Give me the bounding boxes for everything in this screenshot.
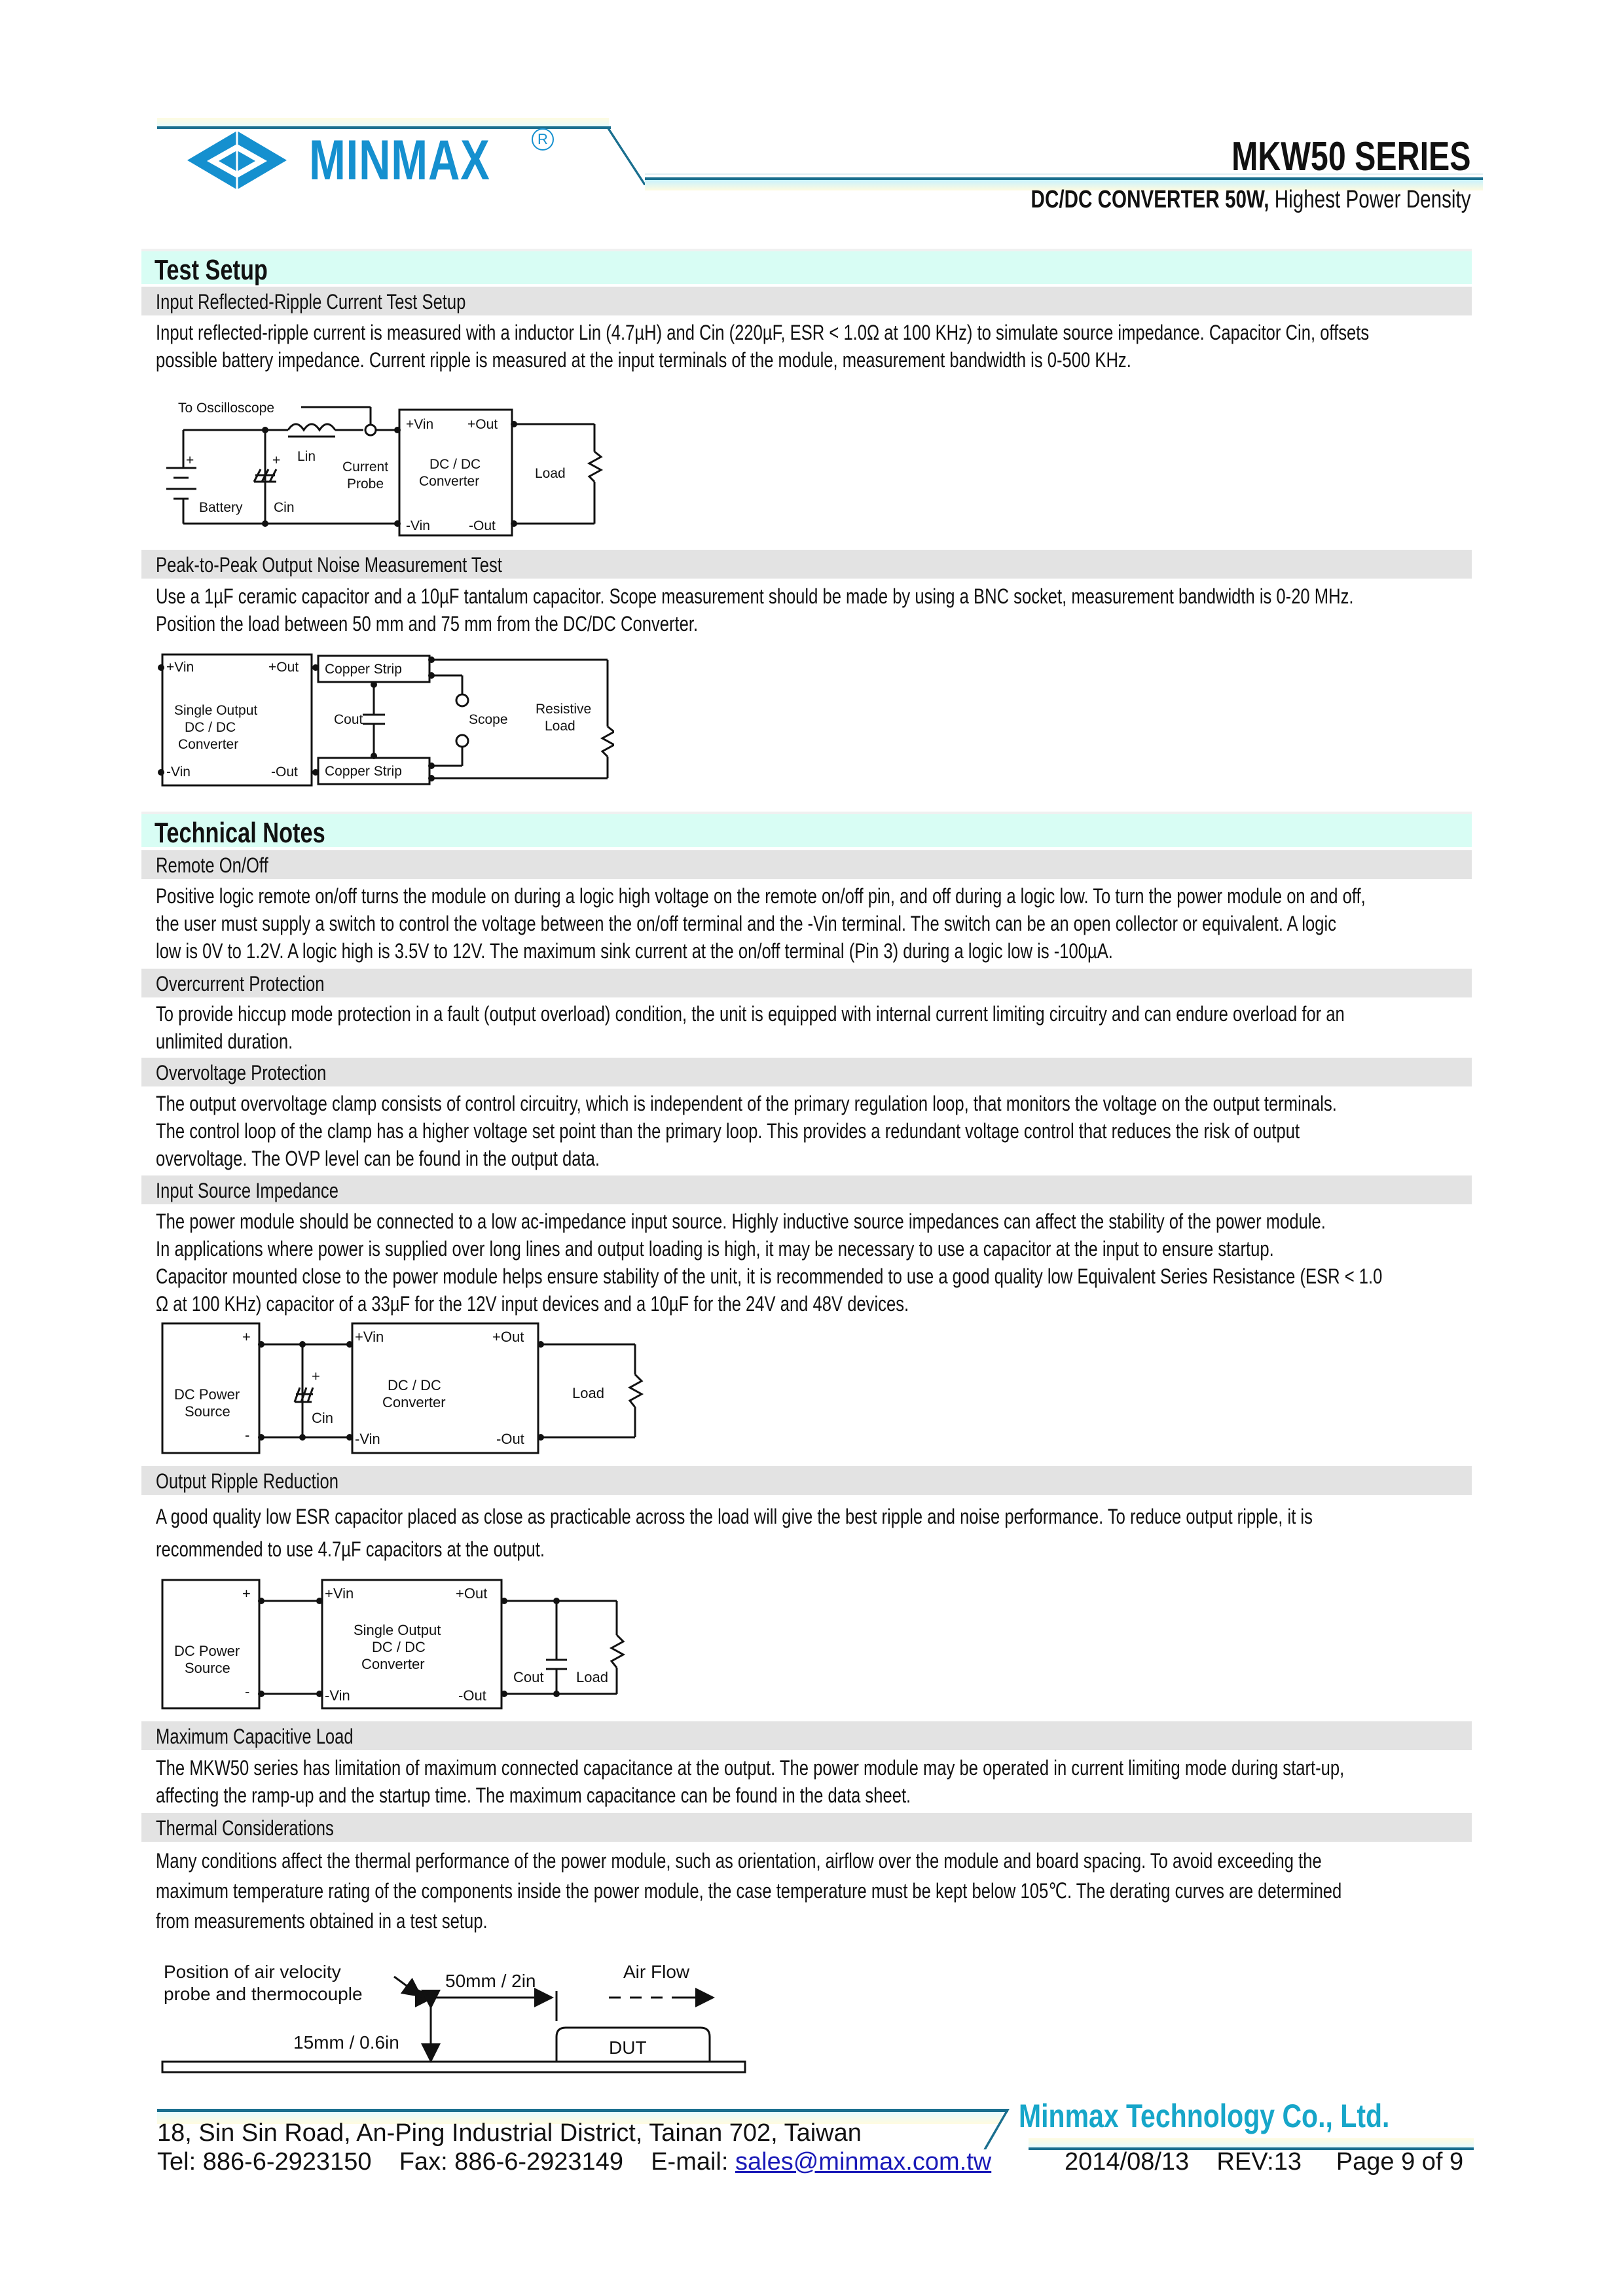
thermal-test-setup-diagram [157,1957,753,2081]
header-band-left [157,118,609,127]
svg-text:Converter: Converter [419,474,480,489]
svg-text:+Vin: +Vin [166,660,194,675]
svg-text:Cin: Cin [274,500,295,515]
paragraph: The MKW50 series has limitation of maximum connected capacitance at the output. The power module may be operated in current limiting mode during start-up, affecting the ramp-up and the startup time. The maximum capacitance can be found in the data sheet. [156,1756,1345,1807]
svg-text:-Vin: -Vin [166,764,191,780]
svg-text:-Out: -Out [458,1687,486,1704]
paragraph: A good quality low ESR capacitor placed as close as practicable across the load will give the best ripple and noise performance. To reduce output ripple, it is recommended to use 4.7µF capacitors at the output. [156,1505,1313,1561]
svg-text:Lin: Lin [297,449,316,464]
svg-text:DC Power: DC Power [174,1643,240,1659]
svg-text:Cin: Cin [312,1410,334,1426]
svg-text:Scope: Scope [469,712,508,727]
footer-band-right [1029,2138,1474,2147]
svg-text:+Out: +Out [467,417,498,432]
svg-text:+Vin: +Vin [325,1585,354,1602]
page-subtitle [907,186,1471,214]
header-rule-slant [606,126,646,185]
page-title: MKW50 SERIES [1231,134,1471,179]
paragraph: Many conditions affect the thermal performance of the power module, such as orientation, airflow over the module and board spacing. To avoid exceeding the maximum temperature rating of the components inside the power module, the case temperature must be kept below 105℃. The derating curves are determined from measurements obtained in a test setup. [156,1849,1342,1933]
input-ripple-test-circuit-diagram [157,399,615,540]
svg-text:Current: Current [342,459,389,475]
paragraph: Use a 1µF ceramic capacitor and a 10µF tantalum capacitor. Scope measurement should be made by using a BNC socket, measurement bandwidth is 0-20 MHz. Position the load between 50 mm and 75 mm from the DC/DC Converter. [156,584,1354,636]
svg-text:DC / DC: DC / DC [388,1377,441,1393]
svg-text:+Vin: +Vin [406,417,434,432]
svg-text:+: + [242,1585,251,1602]
brand-logo-text: MINMAX [309,129,490,192]
input-source-impedance-circuit-diagram [160,1322,657,1458]
minmax-diamond-logo-icon [178,128,296,194]
footer-meta [1065,2148,1463,2176]
svg-text:DUT: DUT [609,2037,647,2058]
footer-address: 18, Sin Sin Road, An-Ping Industrial District, Tainan 702, Taiwan [157,2119,862,2147]
svg-text:Source: Source [185,1660,230,1676]
svg-text:DC / DC: DC / DC [185,720,236,735]
svg-text:Load: Load [572,1385,604,1401]
svg-text:Probe: Probe [347,476,384,492]
paragraph: Input reflected-ripple current is measured with a inductor Lin (4.7µH) and Cin (220µF, ESR < 1.0Ω at 100 KHz) to simulate source impedance. Capacitor Cin, offsets possible battery impedance. Current ripple is measured at the input terminals of the module, measurement bandwidth is 0-500 KHz. [156,321,1370,372]
subsection-heading: Input Reflected-Ripple Current Test Setup [141,287,1472,315]
svg-text:Source: Source [185,1403,230,1420]
svg-text:Position of air velocity: Position of air velocity [164,1962,341,1982]
svg-text:-Out: -Out [469,518,496,533]
svg-text:Single Output: Single Output [174,703,258,718]
svg-text:+: + [272,453,281,468]
svg-text:+Vin: +Vin [355,1329,384,1345]
svg-text:+: + [242,1329,251,1345]
svg-text:Converter: Converter [178,737,239,752]
svg-text:-Out: -Out [271,764,298,780]
subsection-heading: Remote On/Off [141,850,1472,879]
footer-email-label: E-mail: [651,2148,729,2176]
svg-text:Air Flow: Air Flow [623,1962,690,1982]
subsection-heading: Output Ripple Reduction [141,1466,1472,1495]
footer-company-name: Minmax Technology Co., Ltd. [1019,2098,1390,2134]
subsection-heading: Overvoltage Protection [141,1058,1472,1086]
svg-text:50mm / 2in: 50mm / 2in [445,1971,536,1991]
svg-text:+Out: +Out [492,1329,524,1345]
subsection-heading: Maximum Capacitive Load [141,1721,1472,1750]
svg-text:DC Power: DC Power [174,1386,240,1403]
subtitle-bold: DC/DC CONVERTER 50W, [1030,186,1269,213]
svg-text:-Vin: -Vin [406,518,430,533]
svg-text:Load: Load [535,466,566,481]
output-ripple-reduction-circuit-diagram [160,1579,644,1713]
subsection-heading: Overcurrent Protection [141,969,1472,997]
svg-text:+: + [312,1368,320,1384]
paragraph: The power module should be connected to a low ac-impedance input source. Highly inductive source impedances can affect the stability of the power module. In applications where power is supplied over long lines and output loading is high, it may be necessary to use a capacitor at the input to ensure startup. Capacitor mounted close to the power module helps ensure stability of the unit, it is recommended to use a good quality low Equivalent Series Resistance (ESR < 1.0 Ω at 100 KHz) capacitor of a 33µF for the 12V input devices and a 10µF for the 24V and 48V devices. [156,1210,1383,1316]
svg-text:Copper Strip: Copper Strip [325,764,402,779]
subsection-heading: Thermal Considerations [141,1813,1472,1842]
subtitle-rest: Highest Power Density [1269,186,1471,213]
svg-text:Cout: Cout [513,1669,544,1685]
svg-text:+Out: +Out [456,1585,488,1602]
svg-text:DC / DC: DC / DC [372,1639,426,1655]
svg-text:To Oscilloscope: To Oscilloscope [178,401,275,416]
subsection-heading: Peak-to-Peak Output Noise Measurement Test [141,550,1472,579]
footer-contact [157,2148,991,2176]
svg-text:-Vin: -Vin [325,1687,350,1704]
svg-text:Converter: Converter [382,1394,446,1410]
subsection-heading: Input Source Impedance [141,1175,1472,1204]
svg-text:Battery: Battery [199,500,243,515]
svg-text:Load: Load [545,719,575,734]
svg-text:15mm / 0.6in: 15mm / 0.6in [293,2032,399,2053]
svg-text:DC / DC: DC / DC [429,457,481,472]
paragraph: To provide hiccup mode protection in a fault (output overload) condition, the unit is equipped with internal current limiting circuitry and can endure overload for an unlimited duration. [156,1002,1345,1053]
footer-revision: REV:13 [1216,2148,1302,2176]
svg-text:Copper Strip: Copper Strip [325,662,402,677]
svg-text:Resistive: Resistive [536,702,592,717]
svg-text:Single Output: Single Output [354,1622,441,1638]
svg-text:-Out: -Out [496,1431,524,1447]
footer-tel: Tel: 886-6-2923150 [157,2148,372,2176]
footer-page-number: Page 9 of 9 [1336,2148,1464,2176]
paragraph: Positive logic remote on/off turns the module on during a logic high voltage on the remote on/off pin, and off during a logic low. To turn the power module on and off, the user must supply a switch to control the voltage between the on/off terminal and the -Vin terminal. The switch can be an open collector or equivalent. A logic low is 0V to 1.2V. A logic high is 3.5V to 12V. The maximum sink current at the on/off terminal (Pin 3) during a logic low is -100µA. [156,884,1366,963]
footer-date: 2014/08/13 [1065,2148,1190,2176]
svg-text:+: + [186,453,194,468]
section-title-technical-notes: Technical Notes [141,812,1472,847]
svg-text:+Out: +Out [268,660,299,675]
svg-text:Cout: Cout [334,712,363,727]
registered-mark-icon: R [532,128,554,151]
section-title-test-setup: Test Setup [141,249,1472,284]
svg-text:-Vin: -Vin [355,1431,380,1447]
svg-text:Converter: Converter [361,1656,425,1672]
svg-text:-: - [245,1683,250,1700]
svg-text:-: - [245,1427,250,1443]
output-noise-test-circuit-diagram [156,649,614,792]
footer-email-link[interactable]: sales@minmax.com.tw [735,2148,992,2176]
svg-text:Load: Load [576,1669,608,1685]
svg-text:probe and thermocouple: probe and thermocouple [164,1984,363,2004]
paragraph: The output overvoltage clamp consists of control circuitry, which is independent of the primary regulation loop, that monitors the voltage on the output terminals. The control loop of the clamp has a higher voltage set point than the primary loop. This provides a redundant voltage control that reduces the risk of output overvoltage. The OVP level can be found in the output data. [156,1092,1337,1170]
footer-fax: Fax: 886-6-2923149 [399,2148,623,2176]
